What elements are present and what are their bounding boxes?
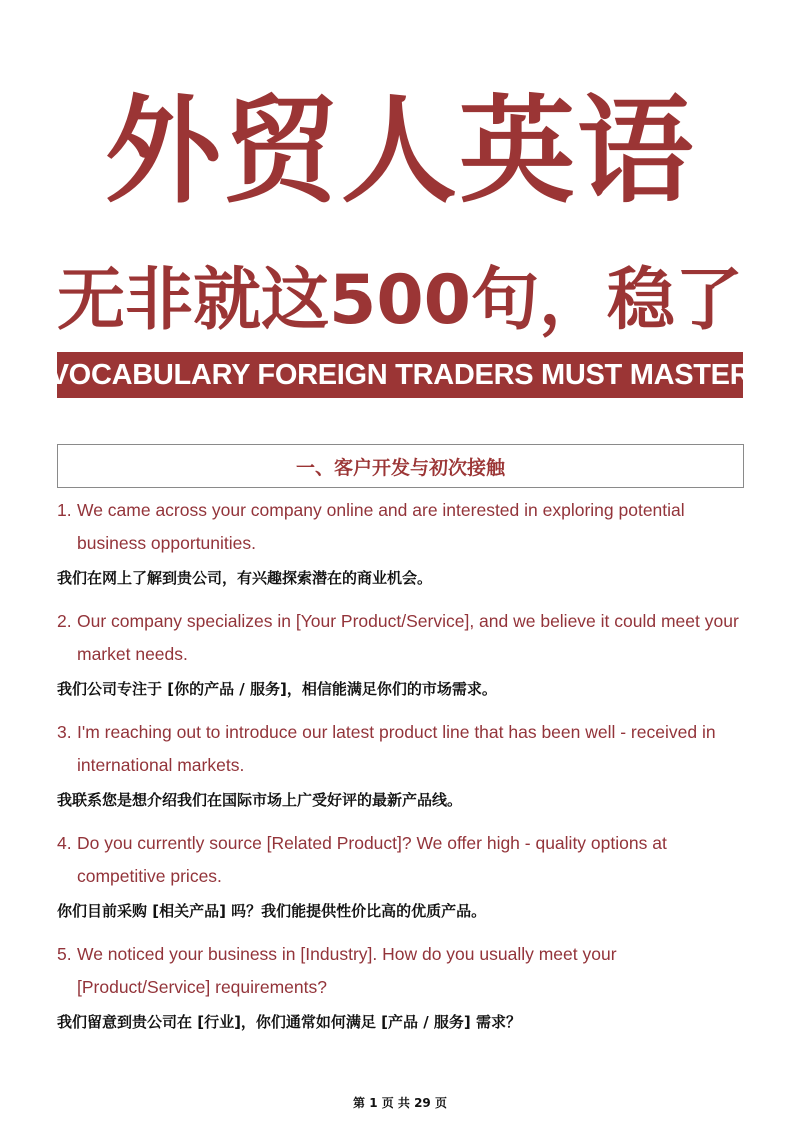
- item-number: 3.: [57, 722, 72, 742]
- title-banner: [49, 352, 751, 398]
- list-item: [57, 827, 747, 922]
- page-number: 第 1 页 共 29 页: [353, 1096, 447, 1110]
- document-subtitle: 无非就这500句，稳了: [57, 261, 743, 340]
- english-sentence: [57, 938, 747, 1004]
- list-item: [57, 716, 747, 811]
- english-sentence: [57, 605, 747, 671]
- english-text: I'm reaching out to introduce our latest product line that has been well - received in international markets.: [77, 722, 716, 775]
- chinese-translation: 我们在网上了解到贵公司，有兴趣探索潜在的商业机会。: [57, 569, 433, 587]
- section-heading-box: [57, 444, 744, 488]
- list-item: [57, 605, 747, 700]
- list-item: [57, 938, 747, 1033]
- english-text: Do you currently source [Related Product]? We offer high - quality options at competitive prices.: [77, 833, 667, 886]
- banner-text: VOCABULARY FOREIGN TRADERS MUST MASTER: [49, 358, 751, 391]
- english-sentence: [57, 716, 747, 782]
- item-number: 2.: [57, 611, 72, 631]
- section-title: 一、客户开发与初次接触: [295, 456, 505, 479]
- english-text: Our company specializes in [Your Product/Service], and we believe it could meet your market needs.: [77, 611, 739, 664]
- list-item: [57, 494, 747, 589]
- document-title: 外贸人英语: [105, 84, 695, 219]
- english-text: We noticed your business in [Industry]. How do you usually meet your [Product/Service] requirements?: [77, 944, 617, 997]
- chinese-translation: 我们留意到贵公司在 [行业]，你们通常如何满足 [产品 / 服务] 需求？: [57, 1013, 522, 1031]
- english-text: We came across your company online and are interested in exploring potential business opportunities.: [77, 500, 685, 553]
- phrase-list: [57, 494, 747, 1049]
- english-sentence: [57, 494, 747, 560]
- item-number: 1.: [57, 500, 72, 520]
- chinese-translation: 我联系您是想介绍我们在国际市场上广受好评的最新产品线。: [57, 791, 463, 809]
- chinese-translation: 你们目前采购 [相关产品] 吗？我们能提供性价比高的优质产品。: [57, 902, 487, 920]
- item-number: 5.: [57, 944, 72, 964]
- english-sentence: [57, 827, 747, 893]
- chinese-translation: 我们公司专注于 [你的产品 / 服务]，相信能满足你们的市场需求。: [57, 680, 497, 698]
- item-number: 4.: [57, 833, 72, 853]
